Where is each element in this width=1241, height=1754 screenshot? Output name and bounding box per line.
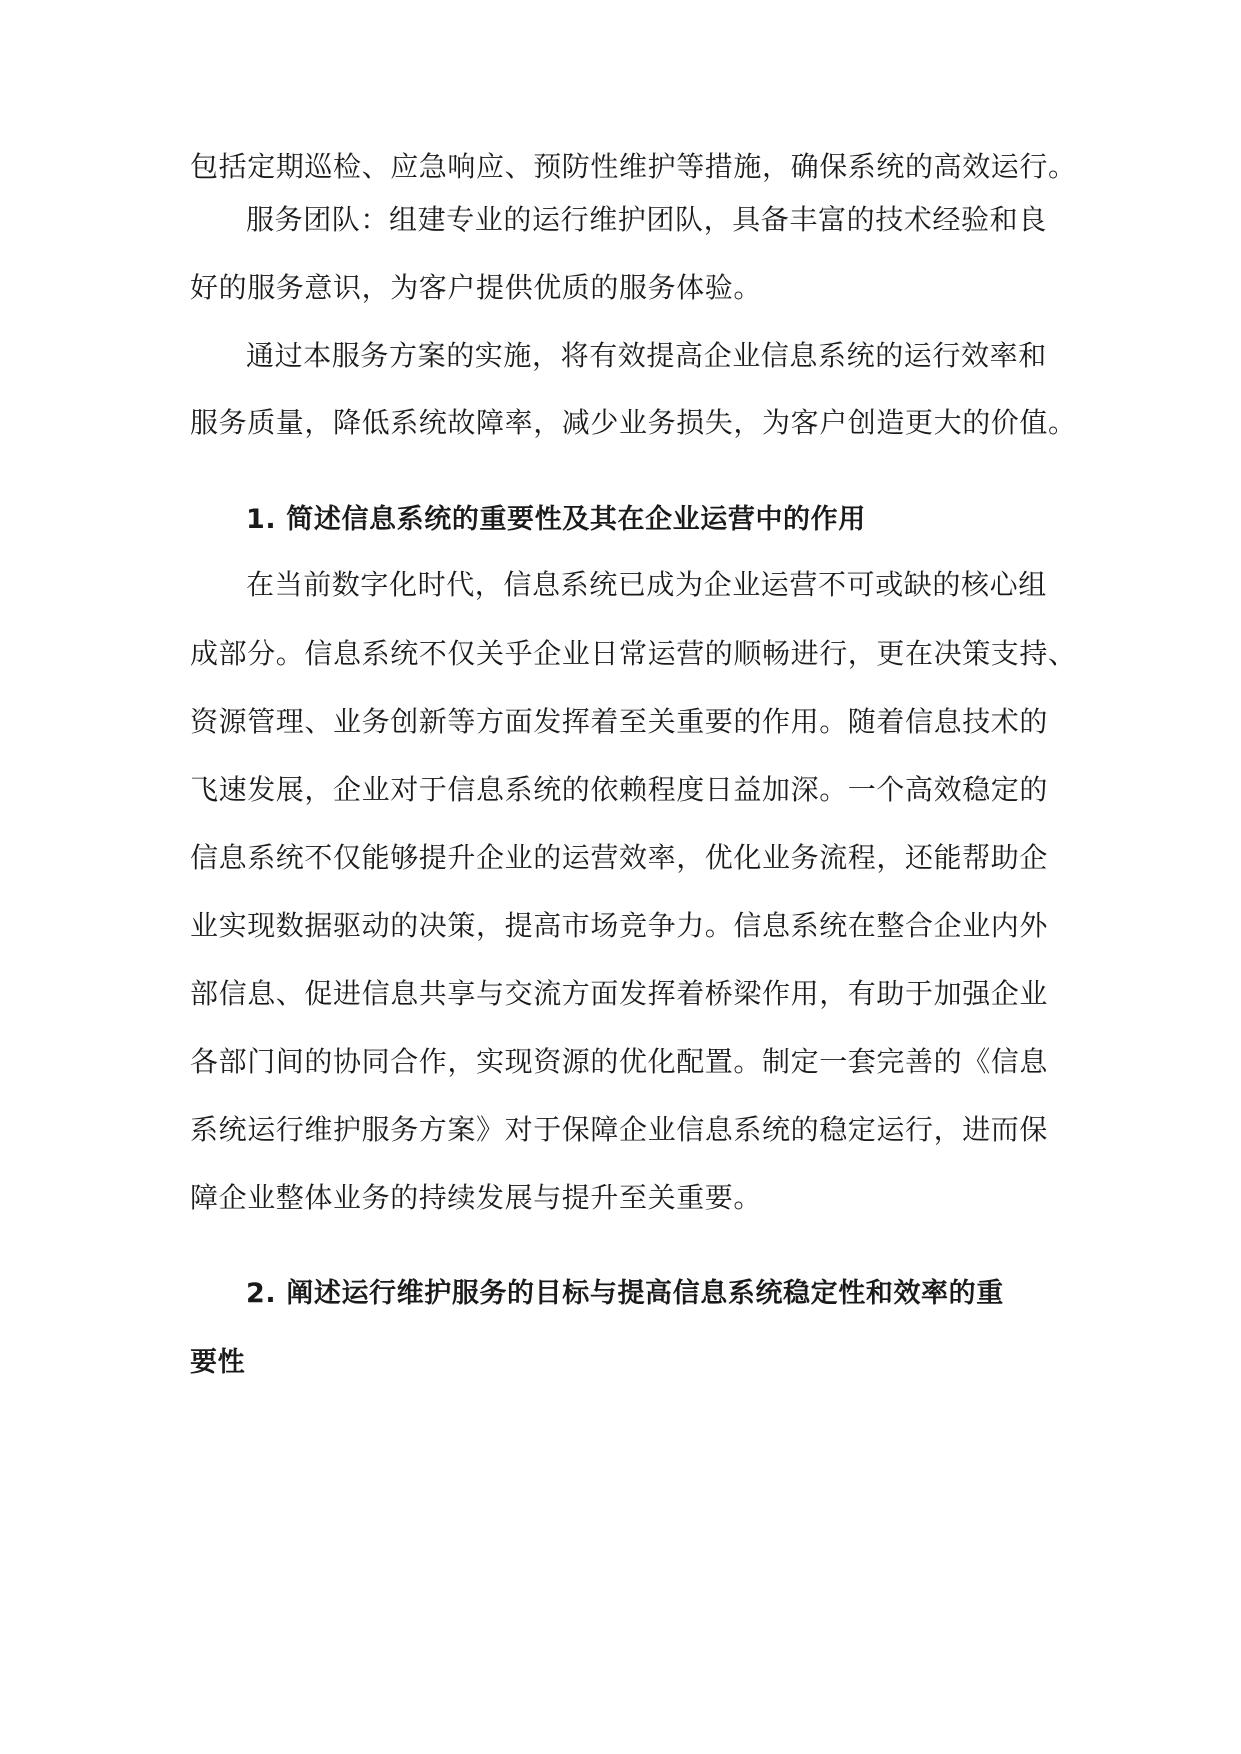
paragraph-conclusion-line-2: 服务质量，降低系统故障率，减少业务损失，为客户创造更大的价值。 [190,406,1077,439]
paragraph-service-team-line-2: 好的服务意识，为客户提供优质的服务体验。 [190,271,763,304]
paragraph-conclusion-line-1: 通过本服务方案的实施，将有效提高企业信息系统的运行效率和 [246,339,1047,372]
section-2-heading-line-1: 2. 阐述运行维护服务的目标与提高信息系统稳定性和效率的重 [246,1278,1004,1309]
section-1-line-9: 系统运行维护服务方案》对于保障企业信息系统的稳定运行，进而保 [190,1113,1049,1146]
section-1-line-3: 资源管理、业务创新等方面发挥着至关重要的作用。随着信息技术的 [190,705,1049,738]
section-1-line-8: 各部门间的协同合作，实现资源的优化配置。制定一套完善的《信息 [190,1045,1049,1078]
section-1-line-10: 障企业整体业务的持续发展与提升至关重要。 [190,1181,763,1214]
paragraph-maintenance-measures-line-1: 包括定期巡检、应急响应、预防性维护等措施，确保系统的高效运行。 [190,150,1077,183]
section-1-line-2: 成部分。信息系统不仅关乎企业日常运营的顺畅进行，更在决策支持、 [190,637,1077,670]
section-1-line-1: 在当前数字化时代，信息系统已成为企业运营不可或缺的核心组 [246,568,1047,601]
section-1-line-5: 信息系统不仅能够提升企业的运营效率，优化业务流程，还能帮助企 [190,841,1049,874]
section-1-line-7: 部信息、促进信息共享与交流方面发挥着桥梁作用，有助于加强企业 [190,977,1049,1010]
section-1-heading: 1. 简述信息系统的重要性及其在企业运营中的作用 [246,504,866,535]
section-1-line-4: 飞速发展，企业对于信息系统的依赖程度日益加深。一个高效稳定的 [190,773,1049,806]
section-1-line-6: 业实现数据驱动的决策，提高市场竞争力。信息系统在整合企业内外 [190,909,1049,942]
section-2-heading-line-2: 要性 [190,1347,246,1378]
paragraph-service-team-line-1: 服务团队：组建专业的运行维护团队，具备丰富的技术经验和良 [246,203,1047,236]
